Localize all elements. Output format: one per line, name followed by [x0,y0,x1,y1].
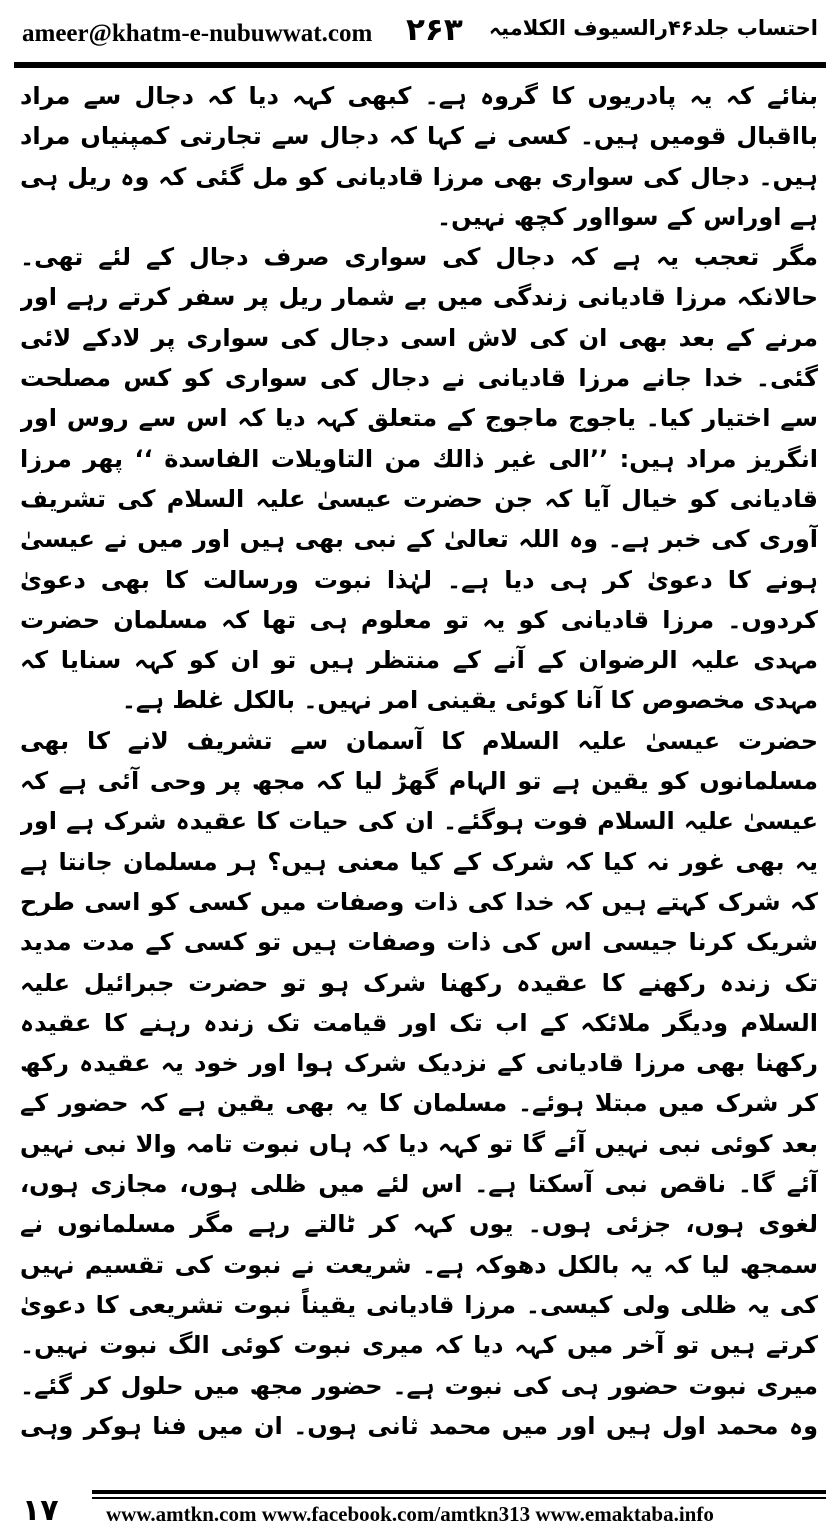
page-number: ۲۶۳ [406,12,463,48]
footer-rule-thin [92,1497,826,1499]
body-text [20,76,818,1446]
paragraph-3: حضرت عیسیٰ علیہ السلام کا آسمان سے تشریف لانے کا بھی مسلمانوں کو یقین ہے تو الہام گھڑ لیا کہ مجھ پر وحی آئی ہے کہ عیسیٰ علیہ السلام فوت ہوگئے۔ ان کی حیات کا عقیدہ شرک ہے اور یہ بھی غور نہ کیا کہ شرک کے کیا معنی ہیں؟ ہر مسلمان جانتا ہے کہ شرک کہتے ہیں کہ خدا کی ذات وصفات میں کسی کو اسی طرح شریک کرنا جیسی اس کی ذات وصفات ہیں تو کسی کے مدت مدید تک زندہ رکھنے کا عقیدہ رکھنا شرک ہو تو حضرت جبرائیل علیہ السلام ودیگر ملائکہ کے اب تک اور قیامت تک زندہ رہنے کا عقیدہ رکھنا بھی مرزا قادیانی کے نزدیک شرک ہوا اور خود یہ عقیدہ رکھ کر شرک میں مبتلا ہوئے۔ مسلمان کا یہ بھی یقین ہے کہ حضور کے بعد کوئی نبی نہیں آئے گا تو کہہ دیا کہ ہاں نبوت تامہ والا نبی نہیں آئے گا۔ ناقص نبی آسکتا ہے۔ اس لئے میں ظلی ہوں، مجازی ہوں، لغوی ہوں، جزئی ہوں۔ یوں کہہ کر ٹالتے رہے مگر مسلمانوں نے سمجھ لیا کہ یہ بالکل دھوکہ ہے۔ شریعت نے نبوت کی تقسیم نہیں کی یہ ظلی ولی کیسی۔ مرزا قادیانی یقیناً نبوت تشریعی کا دعویٰ کرتے ہیں تو آخر میں کہہ دیا کہ میری نبوت کوئی الگ نبوت نہیں۔ میری نبوت حضور ہی کی نبوت ہے۔ حضور مجھ میں حلول کر گئے۔ وہ محمد اول ہیں اور میں محمد ثانی ہوں۔ ان میں فنا ہوکر وہی [20,726,818,1440]
paragraph-2: مگر تعجب یہ ہے کہ دجال کی سواری صرف دجال کے لئے تھی۔ حالانکہ مرزا قادیانی زندگی میں بے شمار ریل پر سفر کرتے رہے اور مرنے کے بعد بھی ان کی لاش اسی دجال کی سواری پر لادکے لائی گئی۔ خدا جانے مرزا قادیانی نے دجال کی سواری کو کس مصلحت سے اختیار کیا۔ یاجوج ماجوج کے متعلق کہہ دیا کہ اس سے روس اور انگریز مراد ہیں: ’’الی غیر ذالك من التاویلات الفاسدة ‘‘ پھر مرزا قادیانی کو خیال آیا کہ جن حضرت عیسیٰ علیہ السلام کی تشریف آوری کی خبر ہے۔ وہ اللہ تعالیٰ کے نبی بھی ہیں اور میں نے عیسیٰ ہونے کا دعویٰ کر ہی دیا ہے۔ لہٰذا نبوت ورسالت کا بھی دعویٰ کردوں۔ مرزا قادیانی کو یہ تو معلوم ہی تھا کہ مسلمان حضرت مہدی علیہ الرضوان کے آنے کے منتظر ہیں تو ان کو کہہ سنایا کہ مہدی مخصوص کا آنا کوئی یقینی امر نہیں۔ بالکل غلط ہے۔ [20,243,818,715]
book-title: احتساب جلد۴۶رالسیوف الکلامیہ [488,16,818,40]
page-footer [14,1490,826,1532]
header-rule [14,62,826,68]
footer-links: www.amtkn.com www.facebook.com/amtkn313 www.emaktaba.info [106,1502,714,1526]
footer-number: ۱۷ [22,1493,59,1528]
paragraph-1: بنائے کہ یہ پادریوں کا گروہ ہے۔ کبھی کہہ دیا کہ دجال سے مراد بااقبال قومیں ہیں۔ کسی نے کہا کہ دجال سے تجارتی کمپنیاں مراد ہیں۔ دجال کی سواری بھی مرزا قادیانی کو مل گئی کہ وہ ریل ہی ہے اوراس کے سوااور کچھ نہیں۔ [20,82,818,231]
footer-rule-thick [92,1490,826,1494]
page-header [14,10,826,54]
header-email: ameer@khatm-e-nubuwwat.com [22,20,373,47]
